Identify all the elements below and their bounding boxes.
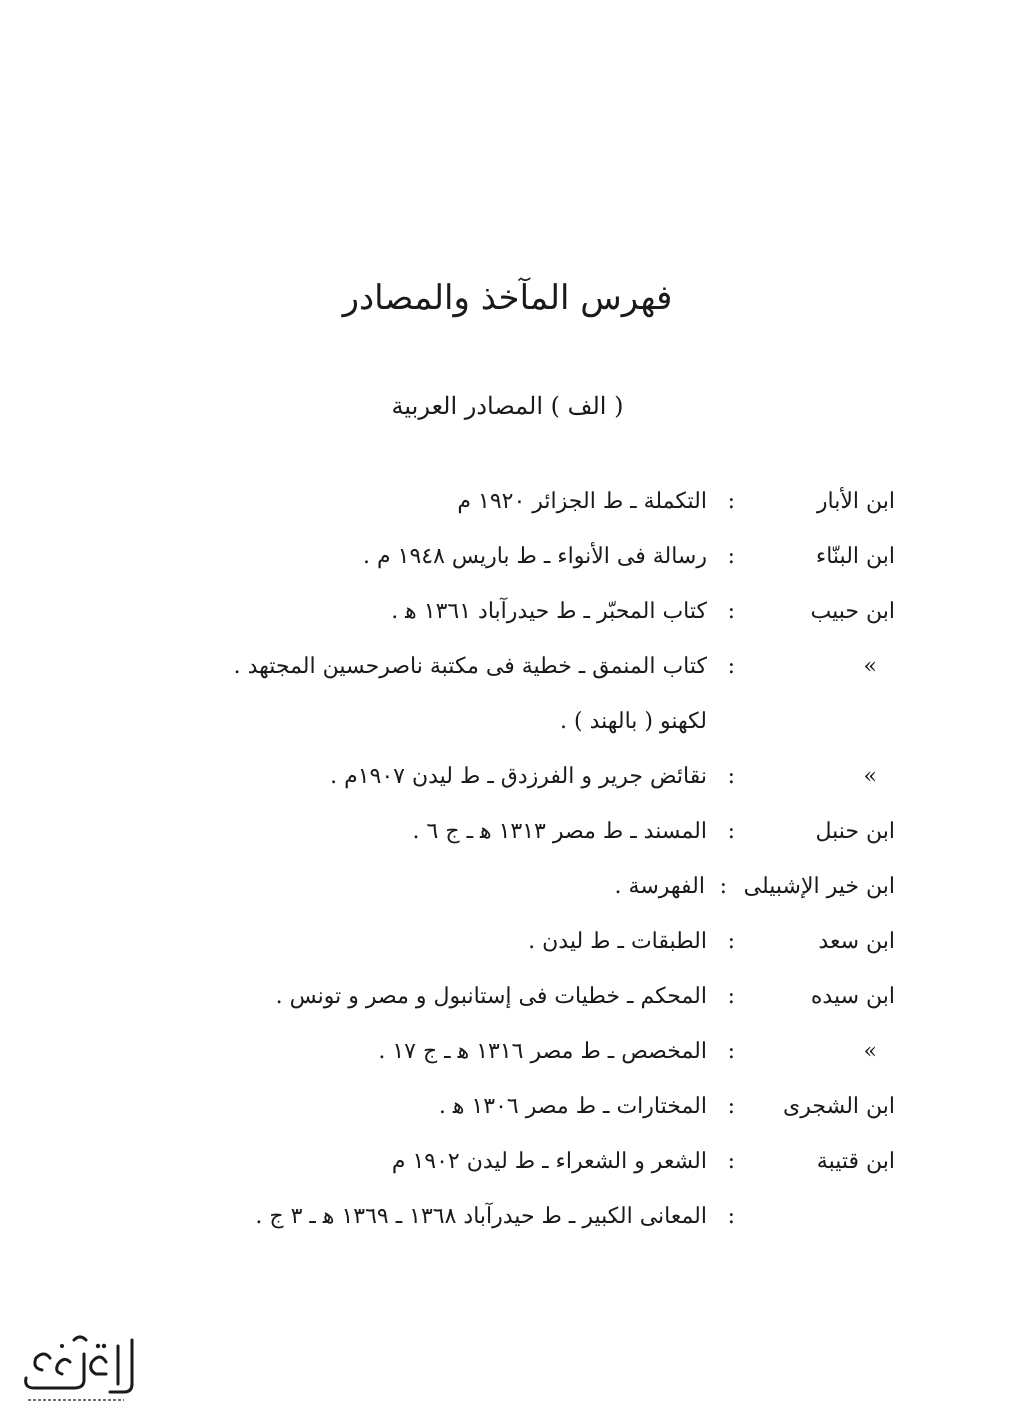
entry-work: المخصص ـ ط مصر ١٣١٦ ﻫ ـ ج ١٧ .: [378, 1039, 707, 1064]
library-stamp-logo: [14, 1332, 138, 1408]
bibliography-entry: [240, 1197, 905, 1252]
entry-author: ابن الشجرى: [783, 1094, 895, 1119]
entry-author: ابن قتيبة: [816, 1149, 895, 1174]
bibliography-entry: [240, 1032, 905, 1087]
bibliography-entry: [240, 537, 905, 592]
entry-colon: :: [727, 1204, 735, 1229]
entry-colon: :: [719, 874, 727, 899]
entry-colon: :: [727, 1039, 735, 1064]
entry-colon: :: [727, 819, 735, 844]
entry-work: رسالة فى الأنواء ـ ط باريس ١٩٤٨ م .: [363, 544, 707, 569]
entry-work: المسند ـ ط مصر ١٣١٣ ﻫ ـ ج ٦ .: [412, 819, 707, 844]
section-heading: ( الف ) المصادر العربية: [391, 392, 624, 420]
entry-author: ابن سيده: [810, 984, 895, 1009]
page-title: فهرس المآخذ والمصادر: [342, 278, 673, 318]
entry-colon: :: [727, 1149, 735, 1174]
bibliography-entry: [240, 592, 905, 647]
bibliography-list: [233, 482, 905, 1252]
entry-author: ابن الأبار: [816, 489, 895, 514]
entry-colon: :: [727, 929, 735, 954]
bibliography-entry: [233, 647, 905, 702]
entry-author-ditto: »: [863, 654, 877, 679]
bibliography-entry: [240, 867, 905, 922]
entry-colon: :: [727, 489, 735, 514]
entry-author: ابن حنبل: [815, 819, 895, 844]
entry-colon: :: [727, 599, 735, 624]
entry-author: ابن البنّاء: [815, 544, 895, 569]
bibliography-entry: [240, 1142, 905, 1197]
entry-work: الشعر و الشعراء ـ ط ليدن ١٩٠٢ م: [391, 1149, 707, 1174]
entry-author-ditto: »: [863, 764, 877, 789]
entry-colon: :: [727, 654, 735, 679]
entry-work: المختارات ـ ط مصر ١٣٠٦ ﻫ .: [438, 1094, 707, 1119]
entry-author: ابن خير الإشبيلى: [743, 874, 895, 899]
entry-work: كتاب المنمق ـ خطية فى مكتبة ناصرحسين المجتهد .: [233, 654, 707, 679]
bibliography-entry: [240, 977, 905, 1032]
bibliography-entry: [240, 482, 905, 537]
entry-work: الفهرسة .: [614, 874, 705, 899]
bibliography-entry: [240, 757, 905, 812]
entry-work: نقائض جرير و الفرزدق ـ ط ليدن ١٩٠٧م .: [330, 764, 707, 789]
bibliography-entry-continuation: [240, 702, 905, 757]
entry-work: المعانى الكبير ـ ط حيدرآباد ١٣٦٨ ـ ١٣٦٩ ﻫ ـ ٣ ج .: [255, 1204, 707, 1229]
entry-author-ditto: »: [863, 1039, 877, 1064]
entry-work: كتاب المحبّر ـ ط حيدرآباد ١٣٦١ ﻫ .: [391, 599, 707, 624]
entry-work: التكملة ـ ط الجزائر ١٩٢٠ م: [457, 489, 707, 514]
entry-work: الطبقات ـ ط ليدن .: [528, 929, 707, 954]
entry-author: ابن سعد: [818, 929, 895, 954]
entry-colon: :: [727, 544, 735, 569]
bibliography-entry: [240, 812, 905, 867]
entry-work: لكهنو ( بالهند ) .: [560, 709, 707, 734]
entry-work: المحكم ـ خطيات فى إستانبول و مصر و تونس .: [275, 984, 707, 1009]
bibliography-entry: [240, 922, 905, 977]
entry-author: ابن حبيب: [810, 599, 895, 624]
entry-colon: :: [727, 984, 735, 1009]
entry-colon: :: [727, 764, 735, 789]
entry-colon: :: [727, 1094, 735, 1119]
bibliography-entry: [240, 1087, 905, 1142]
